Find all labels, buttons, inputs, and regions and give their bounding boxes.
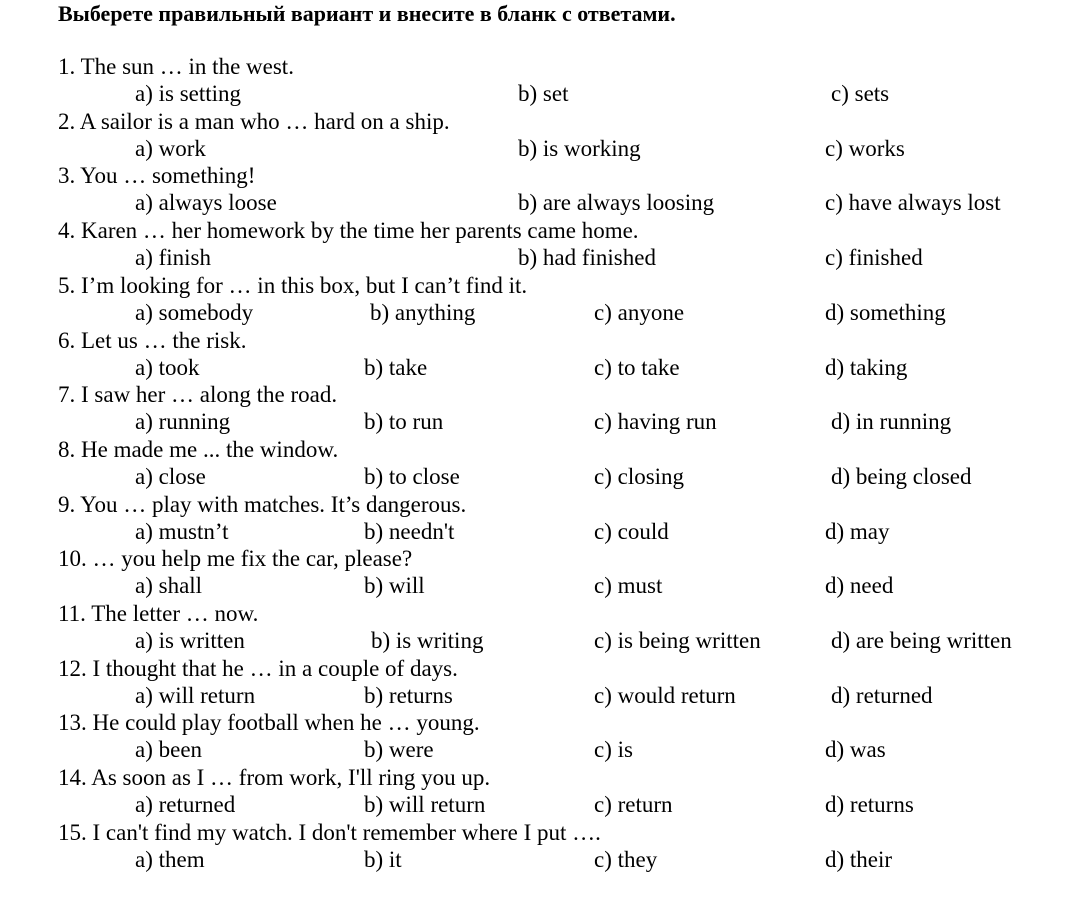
- question-7-option-c: c) having run: [594, 409, 717, 435]
- question-3: 3. You … something!: [58, 163, 256, 189]
- question-4-option-c: c) finished: [825, 245, 923, 271]
- question-12: 12. I thought that he … in a couple of days.: [58, 655, 458, 681]
- question-9-option-d: d) may: [825, 518, 890, 544]
- question-2-option-c: c) works: [825, 135, 905, 161]
- question-15-option-c: c) they: [594, 846, 658, 872]
- question-9-option-b: b) needn't: [364, 518, 455, 544]
- question-7-option-a: a) running: [135, 409, 231, 435]
- question-11-option-d: d) are being written: [831, 628, 1012, 653]
- question-5: 5. I’m looking for … in this box, but I can’t find it.: [58, 272, 528, 298]
- question-8-option-c: c) closing: [594, 463, 685, 489]
- question-14-option-c: c) return: [594, 792, 673, 818]
- question-7-option-d: d) in running: [831, 409, 952, 435]
- question-12-option-c: c) would return: [594, 682, 736, 708]
- question-4-option-a: a) finish: [135, 245, 212, 271]
- question-2: 2. A sailor is a man who … hard on a ship.: [58, 108, 450, 134]
- question-10-option-a: a) shall: [135, 573, 203, 599]
- question-12-option-d: d) returned: [831, 682, 933, 708]
- question-3-option-b: b) are always loosing: [518, 190, 715, 216]
- question-8: 8. He made me ... the window.: [58, 436, 339, 462]
- question-4: 4. Karen … her homework by the time her parents came home.: [58, 218, 639, 244]
- question-13-option-c: c) is: [594, 737, 633, 763]
- question-1-option-c: c) sets: [831, 81, 890, 106]
- question-6: 6. Let us … the risk.: [58, 327, 247, 353]
- question-6-option-b: b) take: [364, 354, 428, 380]
- question-12-option-a: a) will return: [135, 682, 256, 708]
- question-13: 13. He could play football when he … young.: [58, 710, 480, 736]
- question-2-option-b: b) is working: [518, 135, 641, 161]
- question-11-option-a: a) is written: [135, 628, 245, 653]
- question-5-option-c: c) anyone: [594, 299, 685, 325]
- question-6-option-c: c) to take: [594, 354, 680, 380]
- question-13-option-b: b) were: [364, 737, 434, 763]
- question-5-option-d: d) something: [825, 299, 946, 325]
- question-10-option-d: d) need: [825, 573, 894, 599]
- question-5-option-a: a) somebody: [135, 299, 254, 325]
- question-8-option-a: a) close: [135, 463, 206, 489]
- question-14-option-d: d) returns: [825, 792, 914, 818]
- question-3-option-c: c) have always lost: [825, 190, 1001, 216]
- question-11-option-c: c) is being written: [594, 628, 761, 653]
- question-14: 14. As soon as I … from work, I'll ring you up.: [58, 765, 491, 791]
- question-12-option-b: b) returns: [364, 682, 453, 708]
- question-11-option-b: b) is writing: [371, 628, 484, 653]
- question-1-option-a: a) is setting: [135, 81, 242, 106]
- question-6-option-d: d) taking: [825, 354, 908, 380]
- question-9-option-c: c) could: [594, 518, 669, 544]
- question-5-option-b: b) anything: [370, 299, 476, 325]
- question-10: 10. … you help me fix the car, please?: [58, 546, 413, 572]
- page-title: Выберете правильный вариант и внесите в бланк с ответами.: [58, 1, 676, 26]
- question-9-option-a: a) mustn’t: [135, 518, 229, 544]
- question-15-option-d: d) their: [825, 846, 893, 872]
- question-15: 15. I can't find my watch. I don't remember where I put ….: [58, 819, 601, 845]
- question-7-option-b: b) to run: [364, 409, 444, 435]
- question-15-option-b: b) it: [364, 846, 402, 872]
- question-14-option-b: b) will return: [364, 792, 486, 818]
- question-8-option-d: d) being closed: [831, 463, 972, 489]
- question-4-option-b: b) had finished: [518, 245, 656, 271]
- question-9: 9. You … play with matches. It’s dangerous.: [58, 491, 467, 517]
- question-13-option-d: d) was: [825, 737, 886, 763]
- question-7: 7. I saw her … along the road.: [58, 382, 338, 408]
- question-14-option-a: a) returned: [135, 792, 236, 818]
- question-1-option-b: b) set: [518, 81, 569, 106]
- question-2-option-a: a) work: [135, 135, 206, 161]
- question-15-option-a: a) them: [135, 846, 205, 872]
- question-8-option-b: b) to close: [364, 463, 460, 489]
- question-10-option-c: c) must: [594, 573, 663, 599]
- question-13-option-a: a) been: [135, 737, 203, 763]
- question-6-option-a: a) took: [135, 354, 200, 380]
- question-3-option-a: a) always loose: [135, 190, 277, 216]
- question-10-option-b: b) will: [364, 573, 425, 599]
- question-11: 11. The letter … now.: [58, 601, 259, 626]
- question-1: 1. The sun … in the west.: [58, 54, 294, 79]
